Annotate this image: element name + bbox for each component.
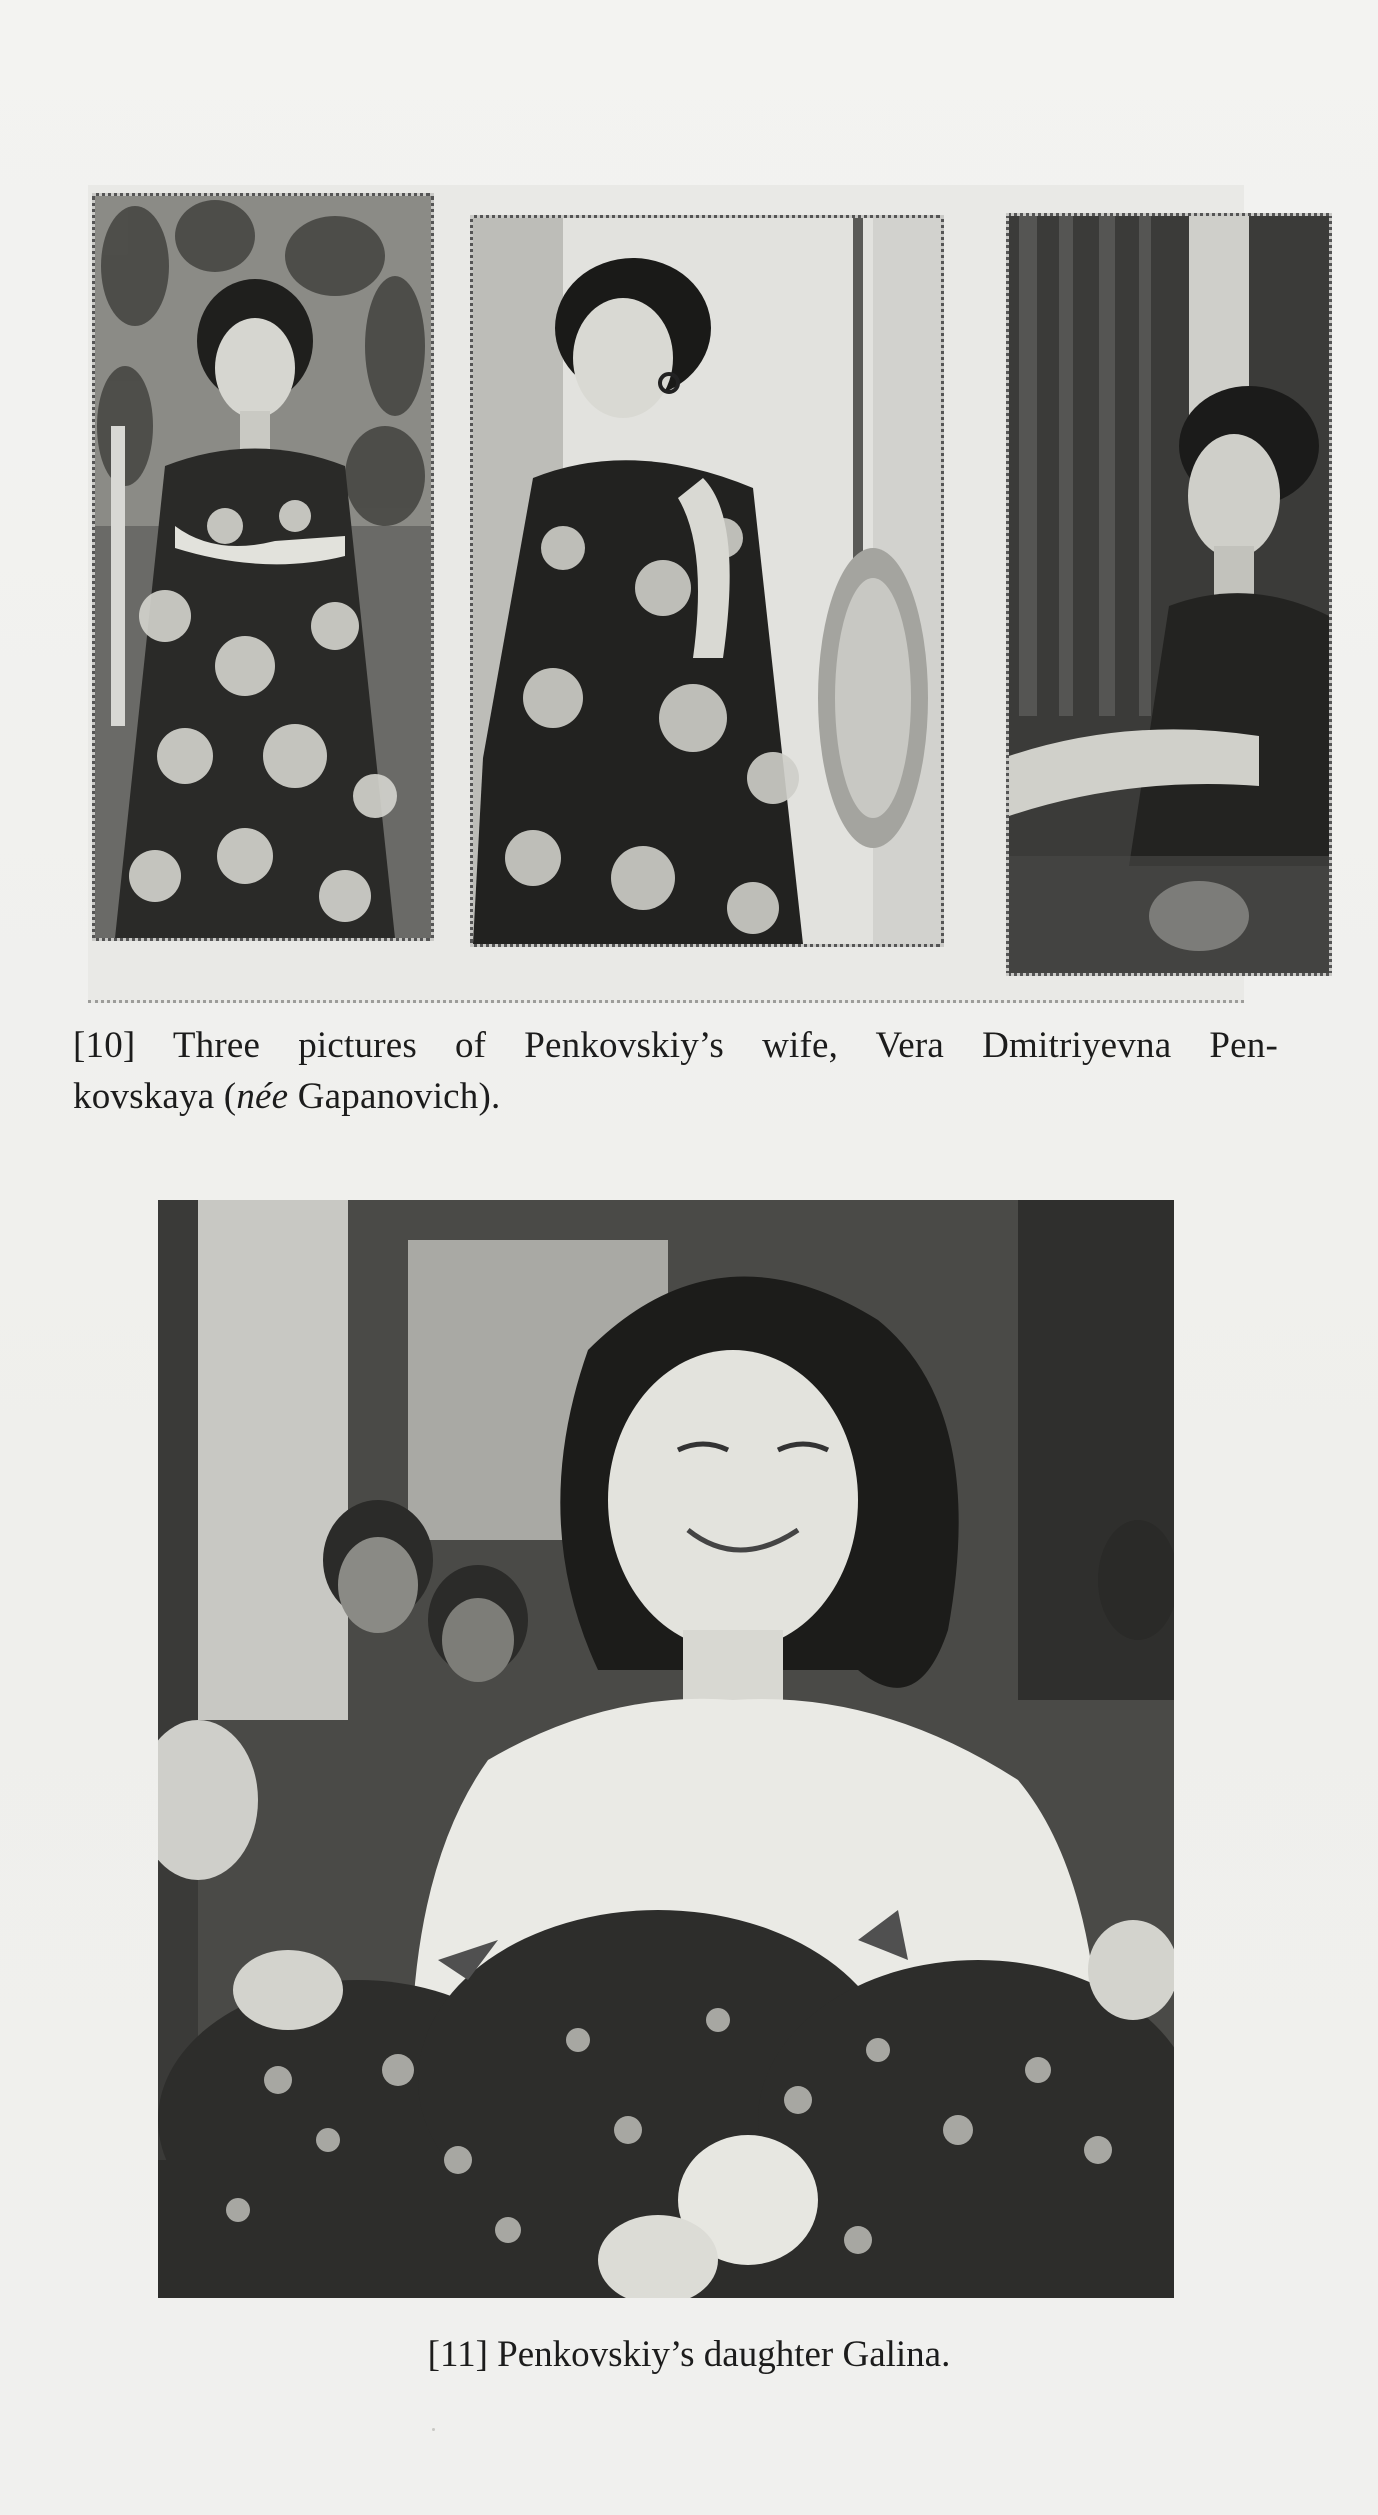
photo-wife-2 <box>470 215 944 947</box>
photo-wife-1 <box>92 193 434 941</box>
paper-speck <box>432 2428 435 2431</box>
figure-10-photo-strip <box>88 185 1244 1003</box>
figure-10-caption-line1: Three pictures of Penkovskiy’s wife, Vera Dmitriyevna Pen- <box>172 1025 1278 1066</box>
photo-wife-3 <box>1006 213 1332 976</box>
figure-10-caption-line2-end: Gapanovich). <box>288 1076 501 1117</box>
figure-11-number: [11] <box>427 2334 488 2375</box>
figure-10-caption-italic: née <box>236 1076 289 1117</box>
figure-10-caption <box>73 1020 1278 1122</box>
figure-11-caption-text: Penkovskiy’s daughter Galina. <box>497 2334 951 2375</box>
figure-11-caption <box>0 2330 1378 2380</box>
figure-10-caption-line2-start: kovskaya ( <box>73 1076 237 1117</box>
figure-10-number: [10] <box>73 1025 136 1066</box>
photo-daughter-galina <box>158 1200 1174 2298</box>
